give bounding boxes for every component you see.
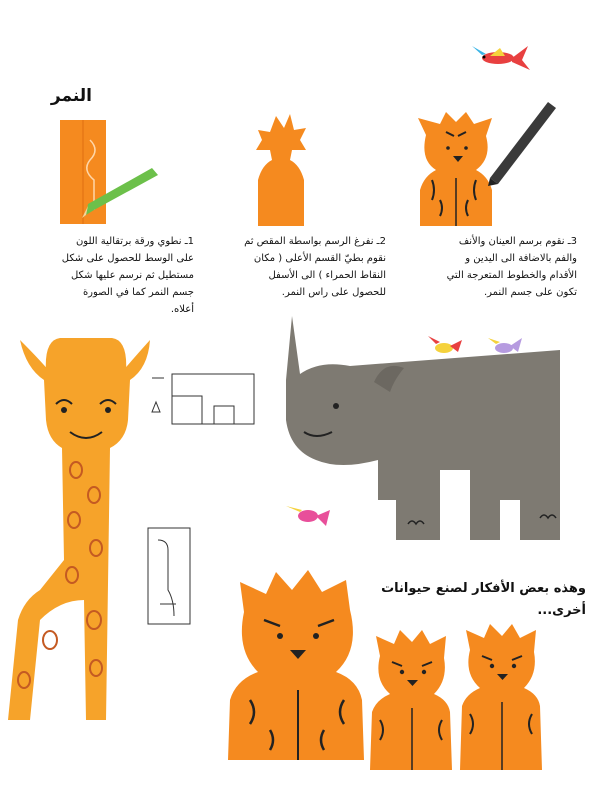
- step3-tiger: [418, 102, 556, 226]
- step1-folded-paper: [60, 120, 158, 224]
- tiger-craft-large: [228, 570, 364, 760]
- step2-cut-shape: [256, 114, 306, 226]
- bird-icon: [286, 506, 330, 526]
- bird-icon: [472, 46, 530, 70]
- bird-icon: [488, 338, 522, 353]
- rhino-template-sketch: [152, 374, 254, 424]
- ideas-caption: وهذه بعض الأفكار لصنع حيوانات أخرى...: [381, 581, 586, 618]
- step-3-text: 3ـ نقوم برسم العينان والأنف والفم بالاضافة الى اليدين و الأقدام والخطوط المتعرجة التي تكون على جسم النمر.: [446, 236, 577, 298]
- rhino-craft: [286, 316, 560, 540]
- giraffe-craft: [8, 338, 150, 720]
- tiger-craft-small-1: [370, 630, 452, 770]
- giraffe-template-sketch: [148, 528, 190, 624]
- bird-icon: [428, 336, 462, 353]
- page-title: النمر: [50, 86, 92, 106]
- step-1-text: 1ـ نطوي ورقة برتقالية اللون على الوسط للحصول على شكل مستطيل ثم نرسم عليها شكل جسم النمر كما في الصورة أعلاه.: [61, 236, 194, 315]
- step-2-text: 2ـ نفرغ الرسم بواسطة المقص ثم نقوم بطيّ القسم الأعلى ( مكان النقاط الحمراء ) الى الأسفل للحصول على راس النمر.: [244, 236, 386, 298]
- tiger-craft-small-2: [460, 624, 542, 770]
